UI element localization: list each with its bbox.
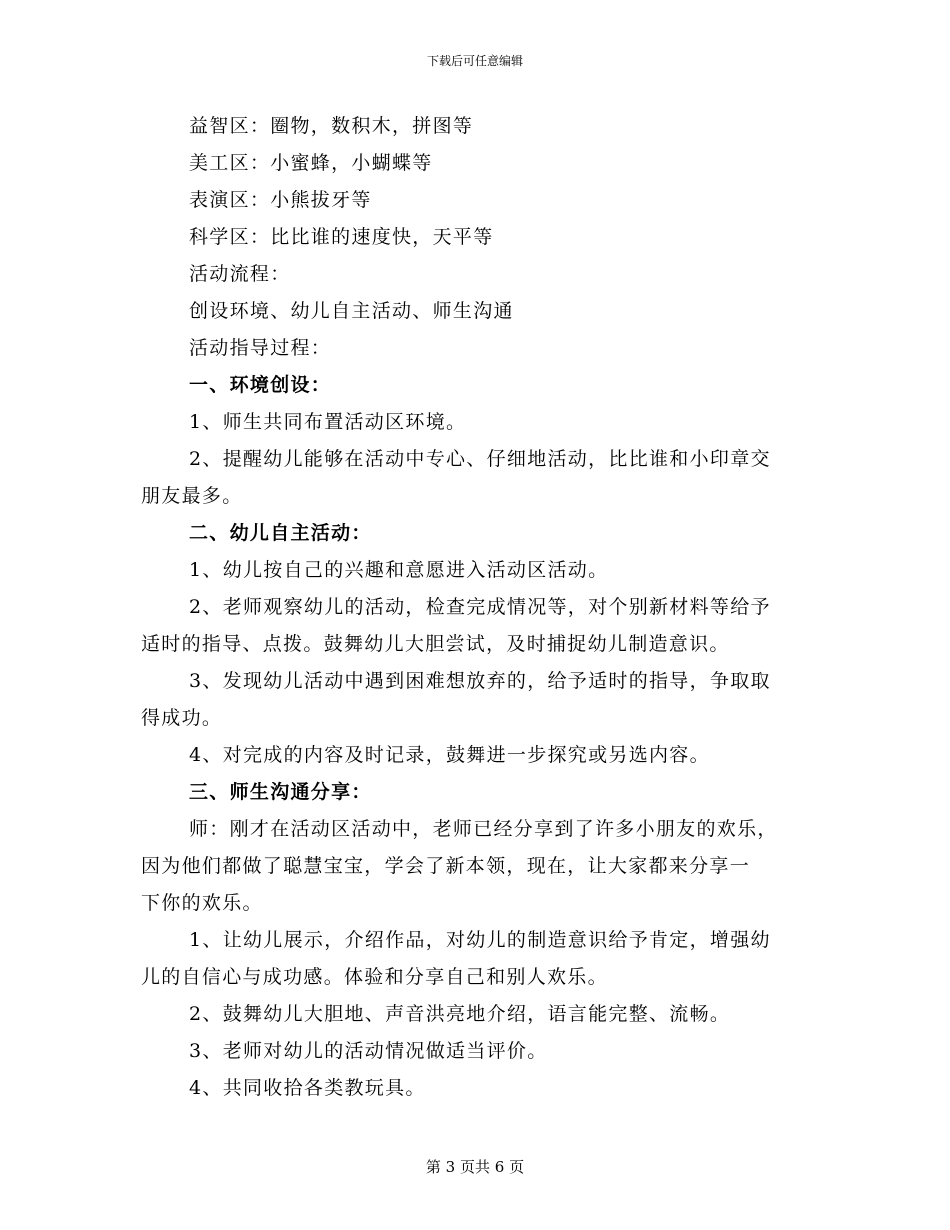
paragraph-science-area: 科学区：比比谁的速度快，天平等 bbox=[189, 226, 494, 248]
paragraph-teacher-speech: 师：刚才在活动区活动中，老师已经分享到了许多小朋友的欢乐， 因为他们都做了聪慧宝宝，学会了新本领，现在，让大家都来分享一 下你的欢乐。 bbox=[141, 818, 778, 914]
section-heading-sharing: 三、师生沟通分享： bbox=[189, 781, 372, 803]
list-item: 3、老师对幼儿的活动情况做适当评价。 bbox=[189, 1040, 548, 1062]
paragraph-art-area: 美工区：小蜜蜂，小蝴蝶等 bbox=[189, 152, 433, 174]
document-body bbox=[141, 108, 811, 1107]
list-item: 1、幼儿按自己的兴趣和意愿进入活动区活动。 bbox=[189, 559, 609, 581]
paragraph-puzzle-area: 益智区：圈物，数积木，拼图等 bbox=[189, 115, 474, 137]
list-item: 2、老师观察幼儿的活动，检查完成情况等，对个别新材料等给予 适时的指导、点拨。鼓舞幼儿大胆尝试，及时捕捉幼儿制造意识。 bbox=[141, 596, 771, 655]
paragraph-activity-flow: 创设环境、幼儿自主活动、师生沟通 bbox=[189, 300, 514, 322]
page-header: 下载后可任意编辑 bbox=[426, 54, 523, 68]
list-item: 1、师生共同布置活动区环境。 bbox=[189, 411, 467, 433]
list-item: 4、共同收拾各类教玩具。 bbox=[189, 1077, 426, 1099]
list-item: 4、对完成的内容及时记录，鼓舞进一步探究或另选内容。 bbox=[189, 744, 710, 766]
list-item: 3、发现幼儿活动中遇到困难想放弃的，给予适时的指导，争取取 得成功。 bbox=[141, 670, 771, 729]
page-footer: 第 3 页共 6 页 bbox=[425, 1158, 525, 1176]
section-heading-environment: 一、环境创设： bbox=[189, 374, 332, 396]
section-heading-autonomous-activity: 二、幼儿自主活动： bbox=[189, 522, 372, 544]
list-item: 2、提醒幼儿能够在活动中专心、仔细地活动，比比谁和小印章交 朋友最多。 bbox=[141, 448, 771, 507]
list-item: 1、让幼儿展示，介绍作品，对幼儿的制造意识给予肯定，增强幼 儿的自信心与成功感。体验和分享自己和别人欢乐。 bbox=[141, 929, 771, 988]
paragraph-guidance-label: 活动指导过程： bbox=[189, 337, 332, 359]
paragraph-performance-area: 表演区：小熊拔牙等 bbox=[189, 189, 372, 211]
list-item: 2、鼓舞幼儿大胆地、声音洪亮地介绍，语言能完整、流畅。 bbox=[189, 1003, 731, 1025]
paragraph-activity-flow-label: 活动流程： bbox=[189, 263, 291, 285]
